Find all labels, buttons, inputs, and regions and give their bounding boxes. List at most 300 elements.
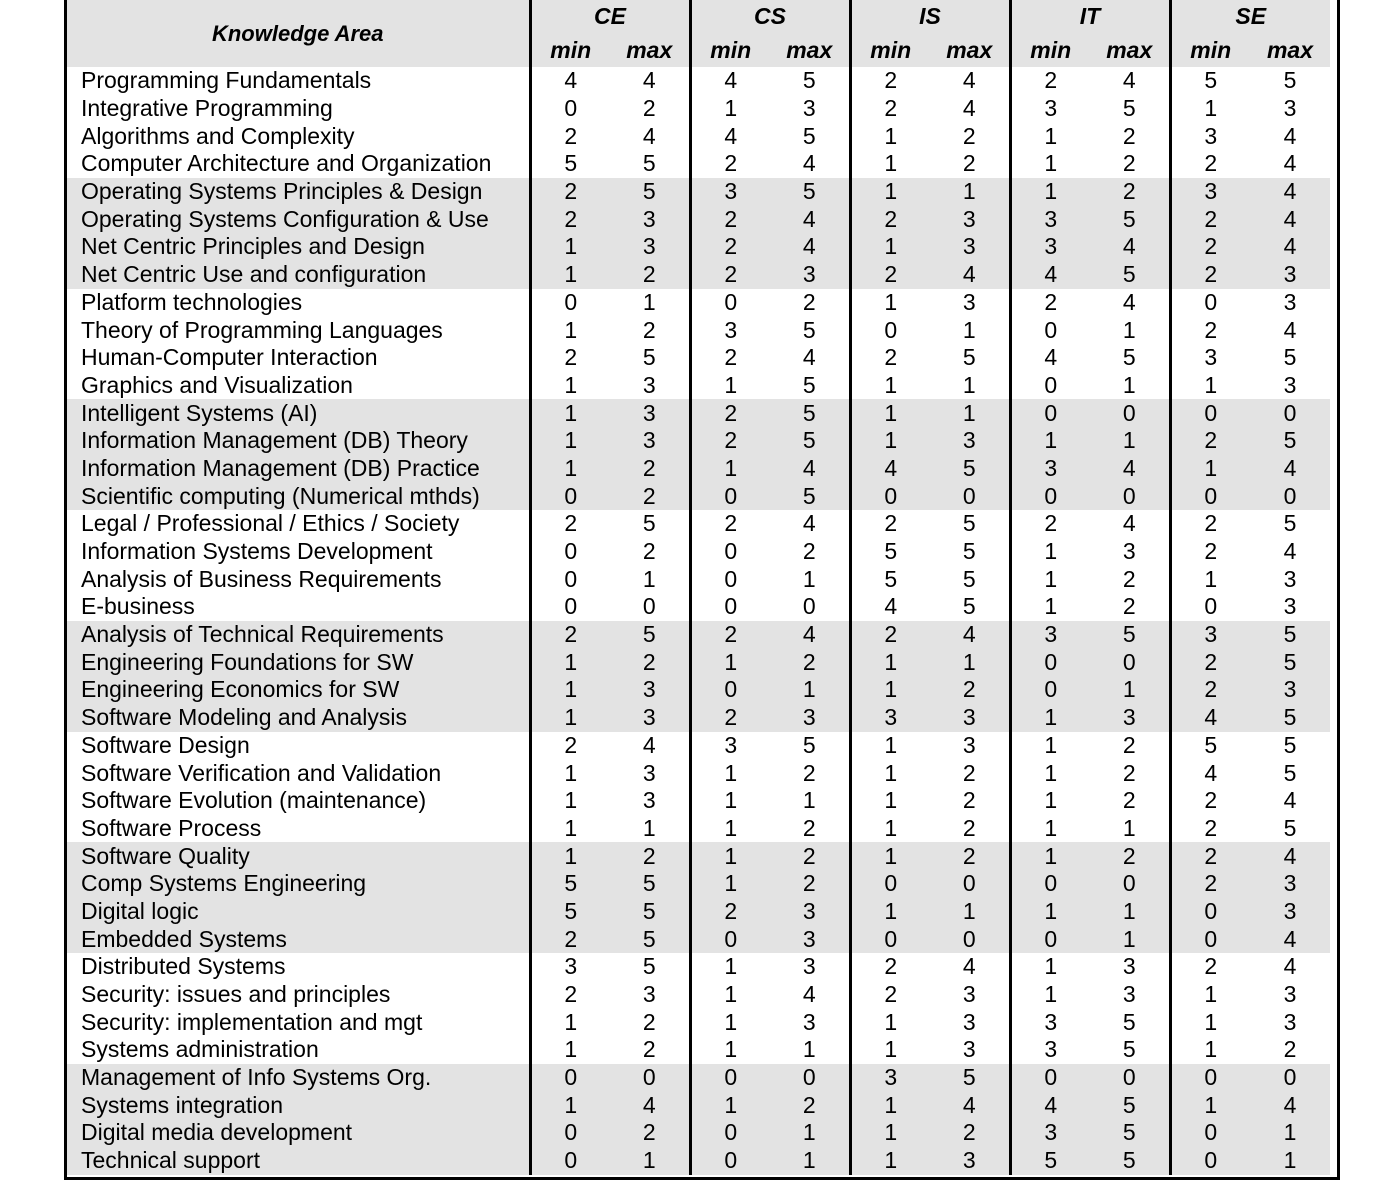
- max-value-cell: 3: [1122, 981, 1136, 1008]
- min-value-cell: 1: [850, 676, 930, 704]
- min-value-cell: 3: [530, 953, 610, 981]
- max-value-cell: 2: [962, 759, 976, 786]
- max-value-cell: 2: [610, 455, 690, 483]
- min-value-cell: 1: [1170, 95, 1250, 123]
- min-value-cell: 1: [1170, 1008, 1250, 1036]
- max-value-cell: 2: [642, 1008, 656, 1035]
- table-row: [67, 150, 1330, 178]
- min-header: min: [690, 33, 770, 67]
- min-value-cell: 0: [1010, 648, 1090, 676]
- min-value-cell: 2: [1170, 233, 1250, 261]
- min-value-cell: 2: [1170, 205, 1250, 233]
- min-value-cell: 1: [530, 316, 610, 344]
- knowledge-area-cell: Software Process: [81, 814, 262, 841]
- max-value-cell: 3: [1250, 870, 1330, 898]
- max-value-cell: 2: [642, 95, 656, 122]
- max-value-cell: 3: [1283, 1008, 1297, 1035]
- min-value-cell: 1: [850, 1091, 930, 1119]
- max-value-cell: 3: [770, 261, 850, 289]
- min-value-cell: 3: [1170, 621, 1250, 649]
- min-value-cell: 1: [530, 261, 610, 289]
- table-row: [67, 1091, 1330, 1119]
- min-value-cell: 4: [1010, 344, 1090, 372]
- min-value-cell: 1: [530, 427, 610, 455]
- knowledge-area-cell: Net Centric Principles and Design: [67, 233, 530, 261]
- min-value-cell: 0: [690, 593, 770, 621]
- min-value-cell: 3: [1010, 455, 1090, 483]
- min-value-cell: 2: [690, 510, 770, 538]
- min-value-cell: 1: [1010, 759, 1090, 787]
- max-value-cell: 2: [802, 814, 816, 841]
- max-value-cell: 3: [1250, 898, 1330, 926]
- min-value-cell: 2: [690, 427, 770, 455]
- max-value-cell: 2: [1122, 759, 1136, 786]
- min-value-cell: 0: [850, 316, 930, 344]
- table-row: [67, 676, 1330, 704]
- max-value-cell: 0: [930, 925, 1010, 953]
- max-value-cell: 2: [610, 1119, 690, 1147]
- max-value-cell: 2: [610, 648, 690, 676]
- min-value-cell: 0: [530, 482, 610, 510]
- min-value-cell: 1: [530, 648, 610, 676]
- min-value-cell: 2: [530, 510, 610, 538]
- max-value-cell: 2: [1122, 150, 1136, 177]
- min-value-cell: 1: [530, 1008, 610, 1036]
- max-value-cell: 4: [1250, 925, 1330, 953]
- min-value-cell: 1: [1010, 565, 1090, 593]
- max-value-cell: 5: [1090, 205, 1170, 233]
- min-header: min: [850, 33, 930, 67]
- max-value-cell: 4: [770, 233, 850, 261]
- min-value-cell: 2: [1170, 870, 1250, 898]
- min-value-cell: 0: [690, 1147, 770, 1175]
- min-value-cell: 0: [1010, 399, 1090, 427]
- max-value-cell: 5: [962, 538, 976, 565]
- min-value-cell: 2: [850, 261, 930, 289]
- max-value-cell: 1: [1090, 925, 1170, 953]
- table-row: [67, 870, 1330, 898]
- max-value-cell: 4: [1122, 67, 1136, 94]
- max-value-cell: 5: [962, 344, 976, 371]
- min-value-cell: 1: [530, 1091, 610, 1119]
- min-value-cell: 0: [1170, 482, 1250, 510]
- table-row: [67, 593, 1330, 621]
- program-header-is: IS: [850, 0, 1010, 33]
- knowledge-area-cell: Scientific computing (Numerical mthds): [67, 482, 530, 510]
- max-value-cell: 5: [770, 178, 850, 206]
- max-value-cell: 2: [770, 842, 850, 870]
- min-value-cell: 2: [690, 344, 770, 372]
- min-value-cell: 1: [530, 842, 610, 870]
- max-value-cell: 2: [930, 676, 1010, 704]
- min-value-cell: 0: [850, 870, 930, 898]
- knowledge-area-cell: Digital media development: [67, 1119, 530, 1147]
- min-value-cell: 1: [1170, 1036, 1250, 1064]
- min-value-cell: 0: [530, 565, 610, 593]
- max-value-cell: 4: [1250, 233, 1330, 261]
- max-value-cell: 0: [770, 1064, 850, 1092]
- max-value-cell: 3: [642, 981, 656, 1008]
- max-value-cell: 2: [1122, 122, 1136, 149]
- min-value-cell: 1: [530, 455, 610, 483]
- max-value-cell: 3: [610, 233, 690, 261]
- max-value-cell: 2: [930, 842, 1010, 870]
- max-value-cell: 1: [1090, 676, 1170, 704]
- min-value-cell: 0: [1170, 593, 1250, 621]
- max-value-cell: 5: [1090, 261, 1170, 289]
- max-value-cell: 2: [642, 316, 656, 343]
- max-value-cell: 3: [930, 1147, 1010, 1175]
- min-value-cell: 1: [690, 953, 770, 981]
- min-value-cell: 1: [850, 787, 930, 815]
- min-value-cell: 2: [530, 925, 610, 953]
- max-value-cell: 2: [642, 1036, 656, 1063]
- min-value-cell: 3: [1170, 344, 1250, 372]
- min-value-cell: 3: [1010, 1008, 1090, 1036]
- max-value-cell: 0: [930, 870, 1010, 898]
- min-value-cell: 2: [850, 205, 930, 233]
- min-value-cell: 0: [1010, 482, 1090, 510]
- table-row: [67, 316, 1330, 344]
- max-value-cell: 2: [770, 870, 850, 898]
- max-value-cell: 4: [1090, 455, 1170, 483]
- min-value-cell: 0: [690, 676, 770, 704]
- max-value-cell: 2: [1122, 731, 1136, 758]
- table-row: [67, 704, 1330, 732]
- min-value-cell: 0: [690, 538, 770, 566]
- min-value-cell: 5: [530, 870, 610, 898]
- max-value-cell: 4: [1122, 510, 1136, 537]
- max-value-cell: 0: [1090, 1064, 1170, 1092]
- max-value-cell: 1: [1122, 316, 1136, 343]
- min-value-cell: 2: [1010, 510, 1090, 538]
- min-value-cell: 1: [530, 815, 610, 843]
- table-row: [67, 372, 1330, 400]
- min-value-cell: 0: [690, 925, 770, 953]
- max-value-cell: 5: [610, 925, 690, 953]
- min-value-cell: 0: [1170, 1119, 1250, 1147]
- max-value-cell: 3: [802, 953, 816, 980]
- min-value-cell: 2: [1170, 648, 1250, 676]
- knowledge-area-table: [67, 0, 1330, 1175]
- max-value-cell: 2: [1283, 1036, 1297, 1063]
- max-value-cell: 4: [802, 510, 816, 537]
- max-value-cell: 1: [1122, 371, 1136, 398]
- min-value-cell: 0: [1010, 870, 1090, 898]
- min-value-cell: 2: [850, 95, 930, 123]
- max-value-cell: 0: [1090, 482, 1170, 510]
- min-value-cell: 3: [1170, 122, 1250, 150]
- max-value-cell: 4: [1283, 122, 1297, 149]
- min-value-cell: 1: [690, 455, 770, 483]
- min-value-cell: 3: [690, 732, 770, 760]
- max-value-cell: 4: [642, 731, 656, 758]
- max-value-cell: 2: [770, 648, 850, 676]
- min-value-cell: 0: [690, 1064, 770, 1092]
- table-row: [67, 1008, 1330, 1036]
- min-value-cell: 1: [690, 1036, 770, 1064]
- max-value-cell: 4: [1283, 953, 1297, 980]
- max-value-cell: 5: [1090, 1091, 1170, 1119]
- max-value-cell: 3: [1250, 261, 1330, 289]
- table-row: [67, 510, 1330, 538]
- max-value-cell: 1: [802, 787, 816, 814]
- max-value-cell: 5: [1090, 1147, 1170, 1175]
- max-value-cell: 5: [642, 344, 656, 371]
- max-value-cell: 1: [1090, 427, 1170, 455]
- table-row: [67, 1119, 1330, 1147]
- max-value-cell: 4: [1283, 150, 1297, 177]
- min-value-cell: 0: [1010, 316, 1090, 344]
- table-row: [67, 981, 1330, 1009]
- max-value-cell: 2: [930, 1119, 1010, 1147]
- max-value-cell: 2: [802, 538, 816, 565]
- min-value-cell: 0: [530, 538, 610, 566]
- knowledge-area-cell: Analysis of Technical Requirements: [67, 621, 530, 649]
- max-value-cell: 5: [1283, 731, 1297, 758]
- min-value-cell: 3: [1010, 95, 1090, 123]
- max-value-cell: 4: [802, 981, 816, 1008]
- max-value-cell: 5: [642, 150, 656, 177]
- max-value-cell: 4: [1250, 1091, 1330, 1119]
- min-value-cell: 2: [1170, 538, 1250, 566]
- max-value-cell: 3: [1283, 565, 1297, 592]
- max-value-cell: 3: [610, 427, 690, 455]
- max-value-cell: 4: [962, 95, 976, 122]
- table-row: [67, 953, 1330, 981]
- min-value-cell: 1: [850, 150, 930, 178]
- min-value-cell: 0: [690, 565, 770, 593]
- min-value-cell: 2: [1170, 787, 1250, 815]
- min-value-cell: 0: [690, 1119, 770, 1147]
- max-value-cell: 4: [802, 150, 816, 177]
- knowledge-area-cell: Graphics and Visualization: [81, 371, 353, 398]
- max-value-cell: 5: [610, 178, 690, 206]
- min-value-cell: 2: [690, 621, 770, 649]
- min-value-cell: 2: [690, 205, 770, 233]
- min-value-cell: 2: [1170, 815, 1250, 843]
- max-value-cell: 2: [770, 1091, 850, 1119]
- min-value-cell: 0: [850, 482, 930, 510]
- min-value-cell: 1: [1170, 1091, 1250, 1119]
- min-value-cell: 1: [530, 704, 610, 732]
- min-value-cell: 2: [850, 67, 930, 95]
- min-value-cell: 5: [850, 538, 930, 566]
- knowledge-area-cell: Operating Systems Configuration & Use: [67, 205, 530, 233]
- min-value-cell: 1: [850, 427, 930, 455]
- max-value-cell: 1: [962, 316, 976, 343]
- min-value-cell: 2: [530, 621, 610, 649]
- min-value-cell: 2: [1170, 316, 1250, 344]
- max-value-cell: 3: [1283, 288, 1297, 315]
- max-value-cell: 0: [930, 482, 1010, 510]
- max-value-cell: 5: [1122, 95, 1136, 122]
- max-value-cell: 0: [642, 593, 656, 620]
- table-row: [67, 455, 1330, 483]
- table-row: [67, 565, 1330, 593]
- table-row: [67, 178, 1330, 206]
- min-value-cell: 1: [690, 1091, 770, 1119]
- min-value-cell: 4: [850, 455, 930, 483]
- program-header-se: SE: [1170, 0, 1330, 33]
- min-value-cell: 2: [1170, 510, 1250, 538]
- min-value-cell: 3: [1010, 205, 1090, 233]
- min-value-cell: 1: [850, 122, 930, 150]
- max-value-cell: 5: [642, 953, 656, 980]
- min-value-cell: 0: [530, 95, 610, 123]
- max-value-cell: 3: [1122, 538, 1136, 565]
- min-value-cell: 0: [1010, 676, 1090, 704]
- max-value-cell: 2: [802, 288, 816, 315]
- min-value-cell: 2: [1170, 953, 1250, 981]
- table-row: [67, 1147, 1330, 1175]
- min-value-cell: 1: [690, 981, 770, 1009]
- table-row: [67, 815, 1330, 843]
- min-value-cell: 0: [1170, 1147, 1250, 1175]
- min-value-cell: 1: [1010, 427, 1090, 455]
- min-value-cell: 4: [690, 122, 770, 150]
- min-value-cell: 0: [530, 1119, 610, 1147]
- max-value-cell: 3: [1283, 95, 1297, 122]
- min-value-cell: 0: [1010, 372, 1090, 400]
- max-value-cell: 1: [610, 1147, 690, 1175]
- max-value-cell: 2: [1090, 842, 1170, 870]
- table-row: [67, 399, 1330, 427]
- program-header-ce: CE: [530, 0, 690, 33]
- knowledge-area-cell: Operating Systems Principles & Design: [67, 178, 530, 206]
- knowledge-area-cell: E-business: [81, 593, 195, 620]
- max-value-cell: 3: [802, 1008, 816, 1035]
- max-value-cell: 5: [962, 565, 976, 592]
- max-value-cell: 3: [962, 981, 976, 1008]
- table-row: [67, 205, 1330, 233]
- min-value-cell: 3: [690, 316, 770, 344]
- max-value-cell: 2: [1122, 565, 1136, 592]
- min-value-cell: 1: [530, 787, 610, 815]
- min-value-cell: 1: [690, 95, 770, 123]
- program-header-it: IT: [1010, 0, 1170, 33]
- max-value-cell: 0: [802, 593, 816, 620]
- min-value-cell: 1: [850, 1008, 930, 1036]
- min-value-cell: 0: [1010, 925, 1090, 953]
- max-value-cell: 5: [770, 482, 850, 510]
- knowledge-area-cell: Human-Computer Interaction: [81, 344, 378, 371]
- min-value-cell: 5: [1010, 1147, 1090, 1175]
- max-value-cell: 3: [770, 898, 850, 926]
- max-value-cell: 3: [802, 95, 816, 122]
- min-value-cell: 4: [690, 67, 770, 95]
- min-value-cell: 1: [850, 842, 930, 870]
- min-value-cell: 1: [690, 815, 770, 843]
- min-value-cell: 1: [530, 372, 610, 400]
- max-value-cell: 3: [1283, 593, 1297, 620]
- max-value-cell: 5: [1090, 1119, 1170, 1147]
- min-value-cell: 2: [850, 344, 930, 372]
- knowledge-area-cell: Security: implementation and mgt: [81, 1008, 423, 1035]
- min-value-cell: 4: [1010, 261, 1090, 289]
- min-value-cell: 4: [1170, 759, 1250, 787]
- min-value-cell: 1: [1010, 953, 1090, 981]
- max-value-cell: 3: [1122, 953, 1136, 980]
- min-value-cell: 1: [850, 399, 930, 427]
- max-header: max: [610, 33, 690, 67]
- min-value-cell: 2: [530, 178, 610, 206]
- max-value-cell: 0: [1090, 399, 1170, 427]
- max-value-cell: 5: [1122, 1036, 1136, 1063]
- min-value-cell: 3: [850, 704, 930, 732]
- max-value-cell: 1: [642, 565, 656, 592]
- min-value-cell: 2: [1170, 427, 1250, 455]
- max-value-cell: 4: [610, 1091, 690, 1119]
- max-value-cell: 5: [1283, 510, 1297, 537]
- knowledge-area-cell: Algorithms and Complexity: [81, 122, 355, 149]
- max-value-cell: 4: [642, 67, 656, 94]
- max-value-cell: 3: [642, 371, 656, 398]
- knowledge-area-cell: Information Systems Development: [81, 538, 433, 565]
- max-value-cell: 2: [1122, 787, 1136, 814]
- max-value-cell: 1: [930, 399, 1010, 427]
- max-value-cell: 2: [610, 261, 690, 289]
- max-value-cell: 4: [962, 953, 976, 980]
- max-value-cell: 3: [962, 288, 976, 315]
- min-header: min: [530, 33, 610, 67]
- table-row: [67, 67, 1330, 95]
- max-value-cell: 1: [1122, 814, 1136, 841]
- max-value-cell: 5: [610, 621, 690, 649]
- min-value-cell: 0: [850, 925, 930, 953]
- knowledge-area-cell: Software Evolution (maintenance): [81, 787, 427, 814]
- knowledge-area-cell: Systems integration: [67, 1091, 530, 1119]
- max-value-cell: 5: [610, 870, 690, 898]
- max-value-cell: 5: [1250, 427, 1330, 455]
- min-value-cell: 1: [850, 732, 930, 760]
- max-value-cell: 3: [930, 233, 1010, 261]
- max-header: max: [770, 33, 850, 67]
- min-value-cell: 1: [1010, 815, 1090, 843]
- table-row: [67, 1036, 1330, 1064]
- max-value-cell: 1: [802, 565, 816, 592]
- min-value-cell: 1: [850, 898, 930, 926]
- min-header: min: [1170, 33, 1250, 67]
- min-value-cell: 1: [1010, 178, 1090, 206]
- table-row: [67, 233, 1330, 261]
- min-value-cell: 1: [850, 648, 930, 676]
- max-value-cell: 1: [642, 288, 656, 315]
- table-row: [67, 732, 1330, 760]
- min-value-cell: 5: [850, 565, 930, 593]
- max-value-cell: 3: [610, 676, 690, 704]
- knowledge-area-cell: Distributed Systems: [81, 953, 286, 980]
- min-value-cell: 0: [530, 289, 610, 317]
- knowledge-area-cell: Theory of Programming Languages: [81, 316, 443, 343]
- min-value-cell: 2: [690, 399, 770, 427]
- min-value-cell: 2: [530, 205, 610, 233]
- max-header: max: [1090, 33, 1170, 67]
- knowledge-area-cell: Security: issues and principles: [81, 981, 391, 1008]
- max-value-cell: 5: [1250, 704, 1330, 732]
- max-value-cell: 4: [962, 67, 976, 94]
- max-value-cell: 1: [802, 1036, 816, 1063]
- max-value-cell: 5: [962, 510, 976, 537]
- max-value-cell: 4: [1090, 233, 1170, 261]
- max-value-cell: 5: [1283, 759, 1297, 786]
- table-row: [67, 122, 1330, 150]
- max-value-cell: 1: [770, 1147, 850, 1175]
- min-value-cell: 4: [1010, 1091, 1090, 1119]
- knowledge-area-cell: Programming Fundamentals: [81, 67, 372, 94]
- table-row: [67, 289, 1330, 317]
- min-value-cell: 3: [1010, 621, 1090, 649]
